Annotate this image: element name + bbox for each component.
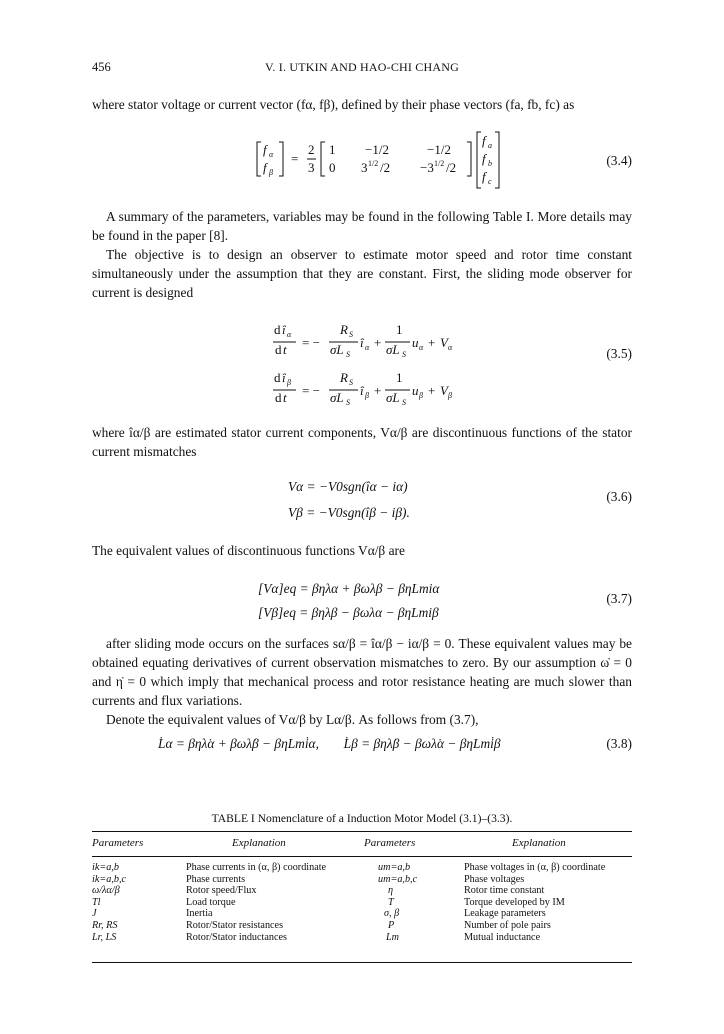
table-cell: Phase voltages xyxy=(464,873,525,885)
table-cell: Rotor/Stator resistances xyxy=(186,919,284,931)
svg-text:β: β xyxy=(448,391,452,400)
svg-text:α: α xyxy=(269,150,274,159)
table-bottom-rule xyxy=(92,962,632,963)
table-cell: Phase voltages in (α, β) coordinate xyxy=(464,862,606,873)
svg-text:f: f xyxy=(263,160,267,175)
svg-text:R: R xyxy=(340,322,348,337)
table-row xyxy=(92,885,632,897)
column-header: Explanation xyxy=(512,837,566,849)
svg-text:S: S xyxy=(402,350,406,359)
table-cell: Rotor speed/Flux xyxy=(186,885,257,897)
table-cell: ω/λα/β xyxy=(92,885,120,897)
svg-text:3: 3 xyxy=(361,160,368,175)
table-cell: J xyxy=(92,908,97,920)
paragraph-5 xyxy=(92,541,632,560)
svg-text:α: α xyxy=(419,343,424,352)
paragraph-6 xyxy=(92,634,632,729)
svg-text:+: + xyxy=(374,383,382,398)
paragraph-4 xyxy=(92,423,632,461)
svg-text:f: f xyxy=(482,133,486,148)
svg-text:d: d xyxy=(275,342,282,357)
table-header-row xyxy=(92,834,632,853)
svg-text:î: î xyxy=(282,322,286,337)
svg-text:S: S xyxy=(402,398,406,407)
table-cell: Torque developed by IM xyxy=(464,896,565,908)
svg-text:=: = xyxy=(291,151,299,166)
table-cell: Rr, RS xyxy=(92,919,118,931)
table-top-rule xyxy=(92,831,632,832)
svg-text:0: 0 xyxy=(329,160,336,175)
svg-text:−3: −3 xyxy=(420,160,434,175)
svg-text:S: S xyxy=(346,398,350,407)
equation-3-4 xyxy=(255,130,515,190)
table-cell: Rotor/Stator inductances xyxy=(186,931,288,943)
svg-text:= −: = − xyxy=(302,383,320,398)
eq-coef-num: 2 xyxy=(308,142,315,157)
equation-number-3-4: (3.4) xyxy=(606,153,632,168)
svg-text:+: + xyxy=(428,335,436,350)
table-cell: η xyxy=(388,885,394,897)
column-header: Parameters xyxy=(364,837,416,849)
svg-text:S: S xyxy=(346,350,350,359)
svg-text:β: β xyxy=(419,391,423,400)
column-header: Explanation xyxy=(232,837,286,849)
svg-text:1: 1 xyxy=(396,322,403,337)
paragraph-text: A summary of the parameters, variables may be found in the following Table I. More details may be found in the paper [8]. xyxy=(92,209,632,243)
table-cell: Mutual inductance xyxy=(464,931,541,943)
svg-text:S: S xyxy=(349,378,353,387)
table-cell: ik=a,b,c xyxy=(92,873,127,885)
svg-text:f: f xyxy=(482,169,486,184)
table-row xyxy=(92,862,632,874)
svg-text:−1/2: −1/2 xyxy=(365,142,389,157)
table-cell: Tl xyxy=(92,896,101,908)
table-cell: Lm xyxy=(386,931,400,943)
svg-text:1/2: 1/2 xyxy=(368,159,379,168)
svg-text:α: α xyxy=(448,343,453,352)
running-title: V. I. UTKIN AND HAO-CHI CHANG xyxy=(265,60,459,74)
equation-part: L̇α = βηλ̇α + βωλ̇β − βηLmi̇α, xyxy=(158,736,319,751)
table-cell: T xyxy=(388,896,394,908)
svg-text:β: β xyxy=(287,378,291,387)
table-caption: TABLE I Nomenclature of a Induction Motor Model (3.1)–(3.3). xyxy=(211,812,513,825)
table-row xyxy=(92,897,632,909)
svg-text:+: + xyxy=(374,335,382,350)
paragraph-text: where îα/β are estimated stator current components, Vα/β are discontinuous functions of the stator current mismatches xyxy=(92,425,632,459)
equation-number-3-8: (3.8) xyxy=(606,736,632,751)
equation-line: Vβ = −V0sgn(îβ − iβ). xyxy=(288,505,410,520)
equation-line: Vα = −V0sgn(îα − iα) xyxy=(288,479,408,494)
table-cell: σ, β xyxy=(384,908,400,920)
paragraph-text: Denote the equivalent values of Vα/β by Lα/β. As follows from (3.7), xyxy=(106,712,479,727)
svg-text:u: u xyxy=(412,335,419,350)
table-cell: Phase currents in (α, β) coordinate xyxy=(186,862,327,873)
table-cell: Number of pole pairs xyxy=(464,919,551,931)
svg-text:R: R xyxy=(340,370,348,385)
equation-3-5 xyxy=(272,318,472,422)
svg-text:1/2: 1/2 xyxy=(434,159,445,168)
svg-text:u: u xyxy=(412,383,419,398)
svg-text:α: α xyxy=(287,330,292,339)
equation-part: L̇β = βηλ̇β − βωλ̇α − βηLmi̇β xyxy=(343,736,501,751)
equation-number-3-5: (3.5) xyxy=(606,346,632,361)
page-number: 456 xyxy=(92,60,111,74)
table-cell: um=a,b xyxy=(378,862,411,873)
equation-3-6 xyxy=(288,474,410,526)
table-row xyxy=(92,908,632,920)
svg-text:V: V xyxy=(440,383,448,398)
table-cell: Lr, LS xyxy=(92,931,117,943)
svg-text:= −: = − xyxy=(302,335,320,350)
svg-text:c: c xyxy=(488,177,492,186)
table-cell: um=a,b,c xyxy=(378,873,418,885)
paragraph-text: after sliding mode occurs on the surfaces sα/β = îα/β − iα/β = 0. These equivalent values may be obtained equating derivatives of current observation mismatches to zero. By our assumption ω̇ = 0 and η̇ = 0 which imply that mechanical process and rotor resistance heating are much slower than currents and flux variations. xyxy=(92,636,632,708)
svg-text:α: α xyxy=(365,343,370,352)
table-cell: Rotor time constant xyxy=(464,885,545,897)
svg-text:+: + xyxy=(428,383,436,398)
svg-text:d: d xyxy=(275,390,282,405)
paragraph-text: The objective is to design an observer to estimate motor speed and rotor time constant simultaneously under the assumption that they are constant. First, the sliding mode observer for current is designed xyxy=(92,247,632,300)
eq-coef-den: 3 xyxy=(308,160,315,175)
equation-number-3-7: (3.7) xyxy=(606,591,632,606)
svg-text:−1/2: −1/2 xyxy=(427,142,451,157)
table-row xyxy=(92,932,632,944)
paragraph-text: The equivalent values of discontinuous functions Vα/β are xyxy=(92,543,405,558)
svg-text:a: a xyxy=(488,141,492,150)
svg-text:î: î xyxy=(360,335,364,350)
equation-number-3-6: (3.6) xyxy=(606,489,632,504)
equation-3-7 xyxy=(258,577,439,625)
svg-text:V: V xyxy=(440,335,448,350)
svg-text:d: d xyxy=(274,322,281,337)
paragraph-1 xyxy=(92,95,632,114)
svg-text:β: β xyxy=(365,391,369,400)
svg-text:σL: σL xyxy=(330,390,344,405)
svg-text:1: 1 xyxy=(396,370,403,385)
svg-text:/2: /2 xyxy=(446,160,457,175)
svg-text:t: t xyxy=(283,390,287,405)
svg-text:t: t xyxy=(283,342,287,357)
svg-text:β: β xyxy=(269,168,273,177)
paragraph-2 xyxy=(92,207,632,302)
paragraph-text: where stator voltage or current vector (fα, fβ), defined by their phase vectors (fa, fb, fc) as xyxy=(92,97,575,112)
svg-text:î: î xyxy=(282,370,286,385)
table-cell: ik=a,b xyxy=(92,862,119,873)
equation-line: [Vα]eq = βηλα + βωλβ − βηLmiα xyxy=(258,581,440,596)
table-cell: Leakage parameters xyxy=(464,908,546,920)
svg-text:σL: σL xyxy=(386,390,400,405)
matrix-equation-graphic xyxy=(255,130,515,192)
svg-text:î: î xyxy=(360,383,364,398)
equation-line: [Vβ]eq = βηλβ − βωλα − βηLmiβ xyxy=(258,605,439,620)
table-cell: Phase currents xyxy=(186,873,246,885)
table-row xyxy=(92,920,632,932)
svg-text:/2: /2 xyxy=(380,160,391,175)
svg-text:1: 1 xyxy=(329,142,336,157)
svg-text:b: b xyxy=(488,159,492,168)
table-row xyxy=(92,874,632,886)
svg-text:S: S xyxy=(349,330,353,339)
svg-text:σL: σL xyxy=(386,342,400,357)
table-cell: Load torque xyxy=(186,896,236,908)
table-cell: P xyxy=(388,919,395,931)
svg-text:d: d xyxy=(274,370,281,385)
svg-text:f: f xyxy=(482,151,486,166)
observer-equation-graphic xyxy=(272,318,472,418)
table-cell: Inertia xyxy=(186,908,213,920)
svg-text:σL: σL xyxy=(330,342,344,357)
column-header: Parameters xyxy=(92,837,144,849)
svg-text:f: f xyxy=(263,142,267,157)
equation-3-8 xyxy=(158,736,501,752)
nomenclature-table xyxy=(92,834,632,943)
